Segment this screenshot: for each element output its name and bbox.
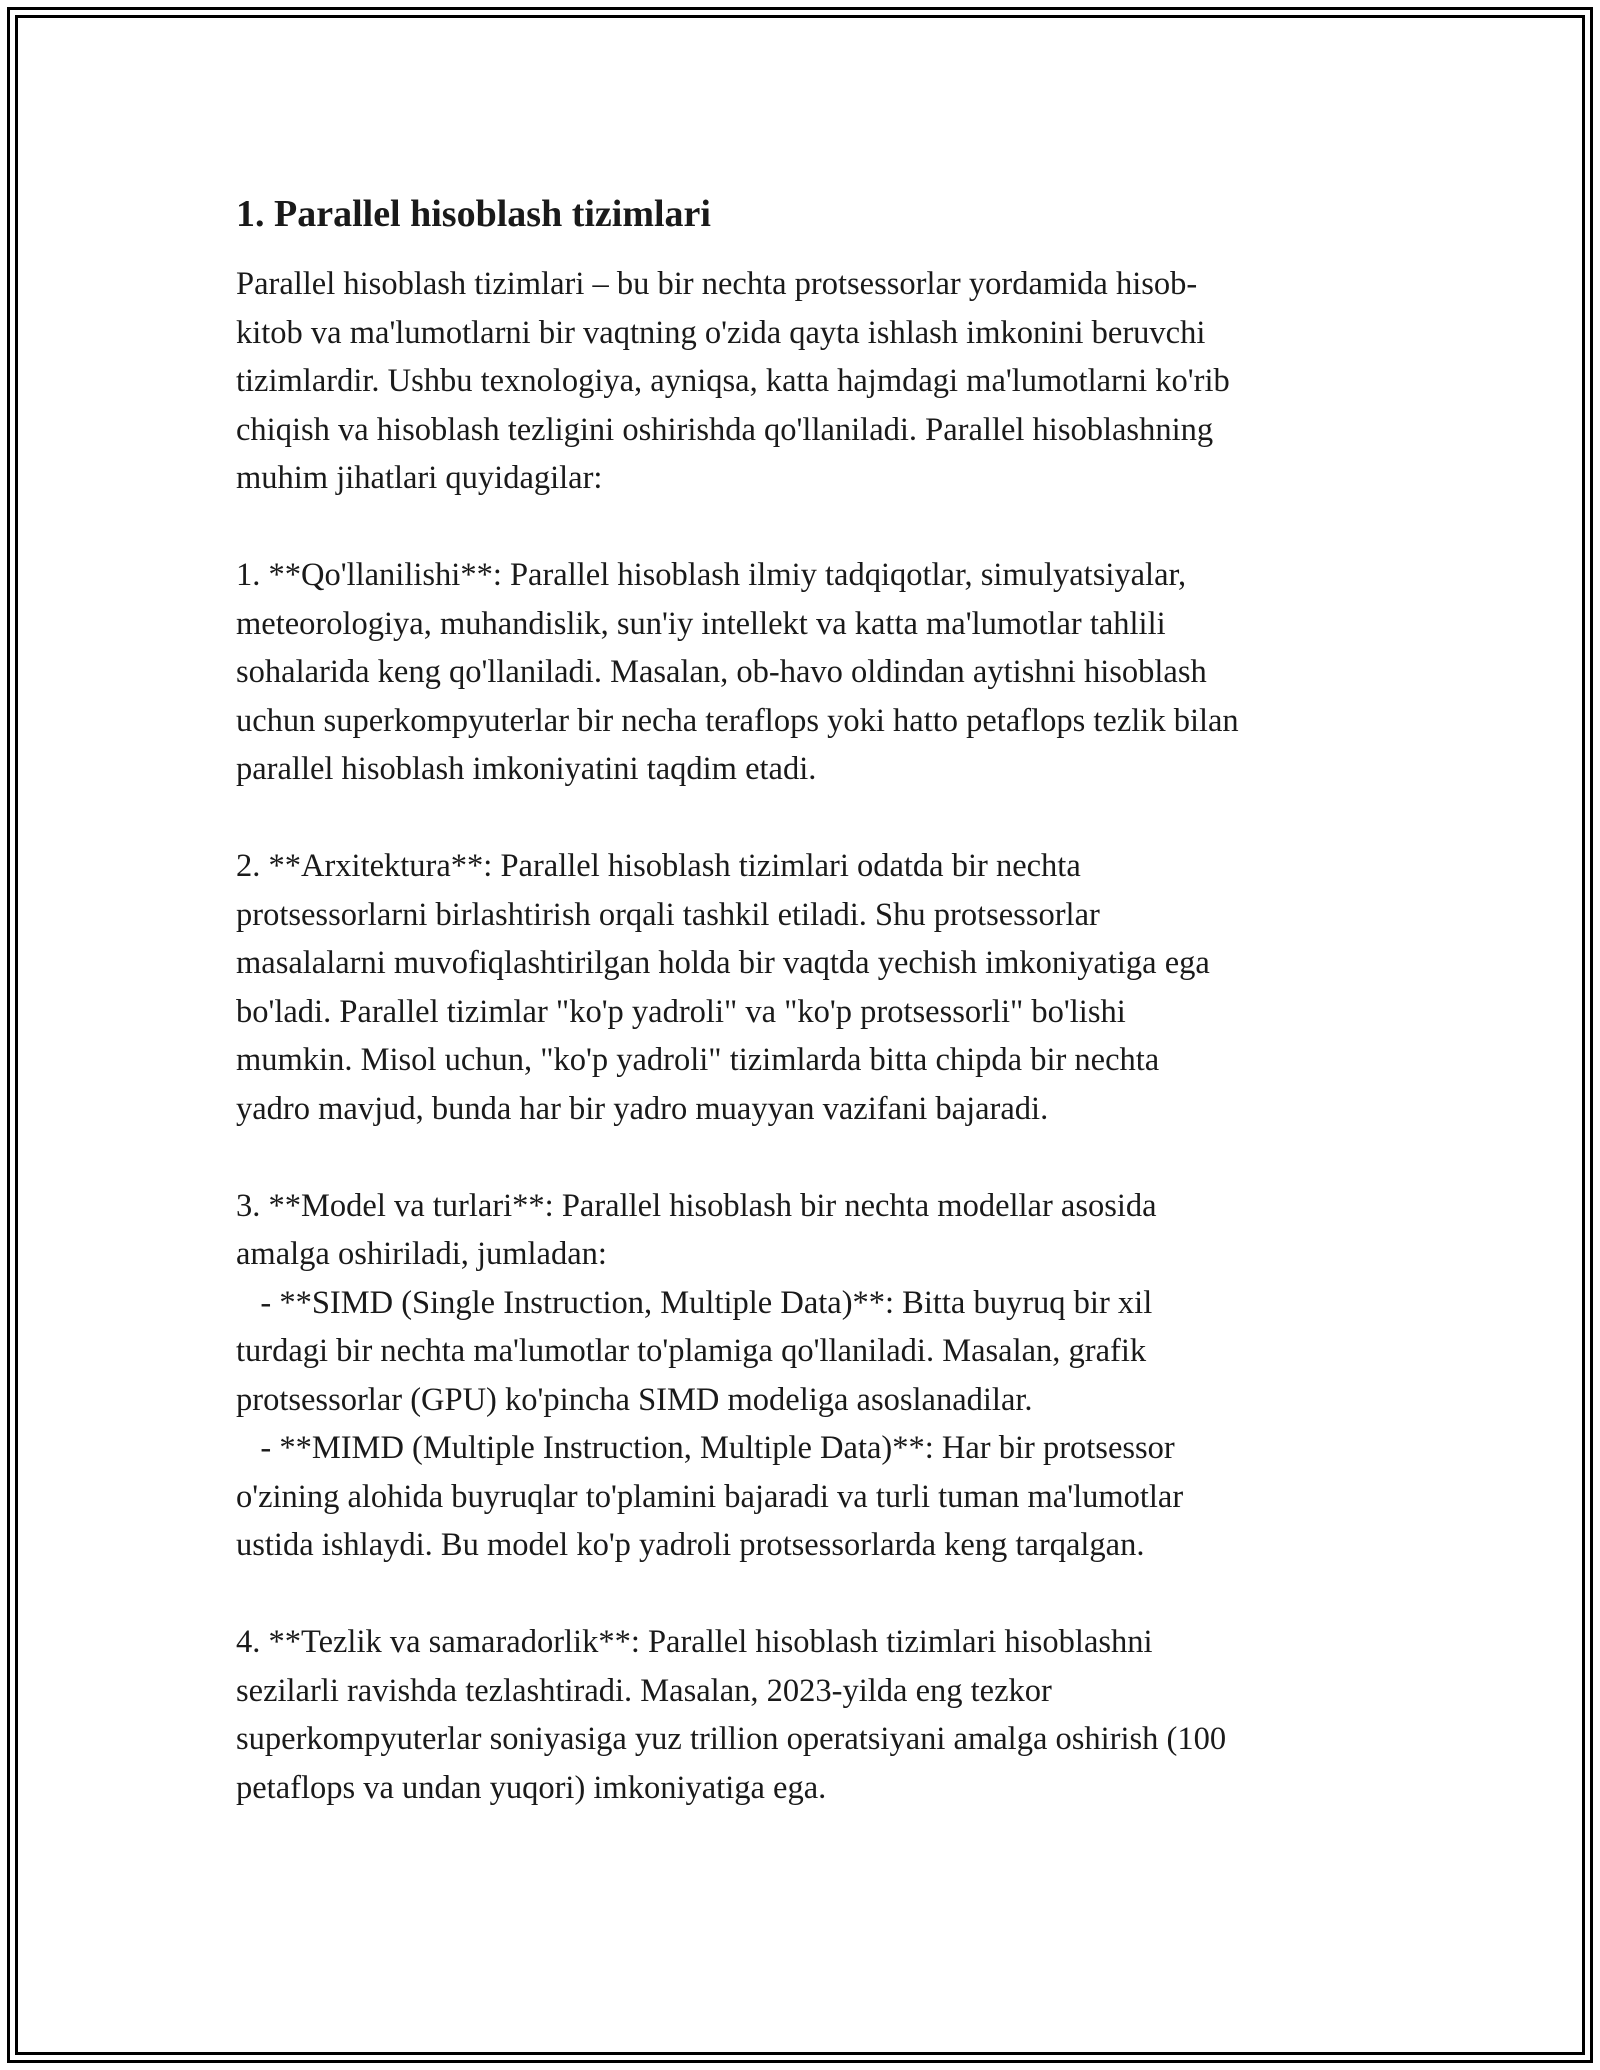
text-line: tizimlardir. Ushbu texnologiya, ayniqsa, katta hajmdagi ma'lumotlarni ko'rib <box>236 363 1230 399</box>
text-line: 3. **Model va turlari**: Parallel hisoblash bir nechta modellar asosida <box>236 1187 1157 1224</box>
text-line: yadro mavjud, bunda har bir yadro muayyan vazifani bajaradi. <box>236 1090 1049 1127</box>
text-line: uchun superkompyuterlar bir necha teraflops yoki hatto petaflops tezlik bilan <box>236 702 1239 739</box>
text-line: 4. **Tezlik va samaradorlik**: Parallel hisoblash tizimlari hisoblashni <box>236 1624 1153 1660</box>
paragraph-spacer <box>236 794 1376 843</box>
paragraph-spacer <box>236 503 1376 552</box>
text-line: o'zining alohida buyruqlar to'plamini bajaradi va turli tuman ma'lumotlar <box>236 1478 1184 1515</box>
text-line: muhim jihatlari quyidagilar: <box>236 460 603 496</box>
list-item-mimd: - **MIMD (Multiple Instruction, Multiple Data)**: Har bir protsessor <box>236 1430 1175 1466</box>
text-line: amalga oshiriladi, jumladan: <box>236 1236 607 1272</box>
section-applications <box>236 551 1376 794</box>
text-line: mumkin. Misol uchun, "ko'p yadroli" tizimlarda bitta chipda bir nechta <box>236 1042 1160 1078</box>
text-line: Parallel hisoblash tizimlari – bu bir nechta protsessorlar yordamida hisob- <box>236 266 1198 302</box>
text-line: turdagi bir nechta ma'lumotlar to'plamiga qo'llaniladi. Masalan, grafik <box>236 1333 1147 1369</box>
paragraph-spacer <box>236 1133 1376 1182</box>
intro-paragraph <box>236 260 1376 503</box>
document-title: 1. Parallel hisoblash tizimlari <box>236 193 711 235</box>
section-architecture <box>236 842 1376 1133</box>
section-models <box>236 1182 1376 1570</box>
list-item-simd: - **SIMD (Single Instruction, Multiple Data)**: Bitta buyruq bir xil <box>236 1284 1153 1321</box>
text-line: protsessorlar (GPU) ko'pincha SIMD modeliga asoslanadilar. <box>236 1381 1033 1418</box>
document-body <box>236 186 1376 1812</box>
text-line: petaflops va undan yuqori) imkoniyatiga ega. <box>236 1769 827 1806</box>
text-line: ustida ishlaydi. Bu model ko'p yadroli protsessorlarda keng tarqalgan. <box>236 1527 1145 1563</box>
paragraph-spacer <box>236 1570 1376 1619</box>
text-line: sohalarida keng qo'llaniladi. Masalan, ob-havo oldindan aytishni hisoblash <box>236 654 1207 690</box>
text-line: bo'ladi. Parallel tizimlar "ko'p yadroli" va "ko'p protsessorli" bo'lishi <box>236 993 1126 1030</box>
text-line: masalalarni muvofiqlashtirilgan holda bir vaqtda yechish imkoniyatiga ega <box>236 945 1210 981</box>
text-line: kitob va ma'lumotlarni bir vaqtning o'zida qayta ishlash imkonini beruvchi <box>236 314 1206 351</box>
text-line: meteorologiya, muhandislik, sun'iy intellekt va katta ma'lumotlar tahlili <box>236 605 1166 642</box>
section-performance <box>236 1618 1376 1812</box>
text-line: 1. **Qo'llanilishi**: Parallel hisoblash ilmiy tadqiqotlar, simulyatsiyalar, <box>236 557 1187 593</box>
text-line: chiqish va hisoblash tezligini oshirishda qo'llaniladi. Parallel hisoblashning <box>236 411 1214 448</box>
text-line: sezilarli ravishda tezlashtiradi. Masalan, 2023-yilda eng tezkor <box>236 1672 1052 1709</box>
text-line: 2. **Arxitektura**: Parallel hisoblash tizimlari odatda bir nechta <box>236 848 1081 884</box>
text-line: superkompyuterlar soniyasiga yuz trillion operatsiyani amalga oshirish (100 <box>236 1721 1227 1757</box>
text-line: parallel hisoblash imkoniyatini taqdim etadi. <box>236 751 817 787</box>
text-line: protsessorlarni birlashtirish orqali tashkil etiladi. Shu protsessorlar <box>236 896 1100 933</box>
